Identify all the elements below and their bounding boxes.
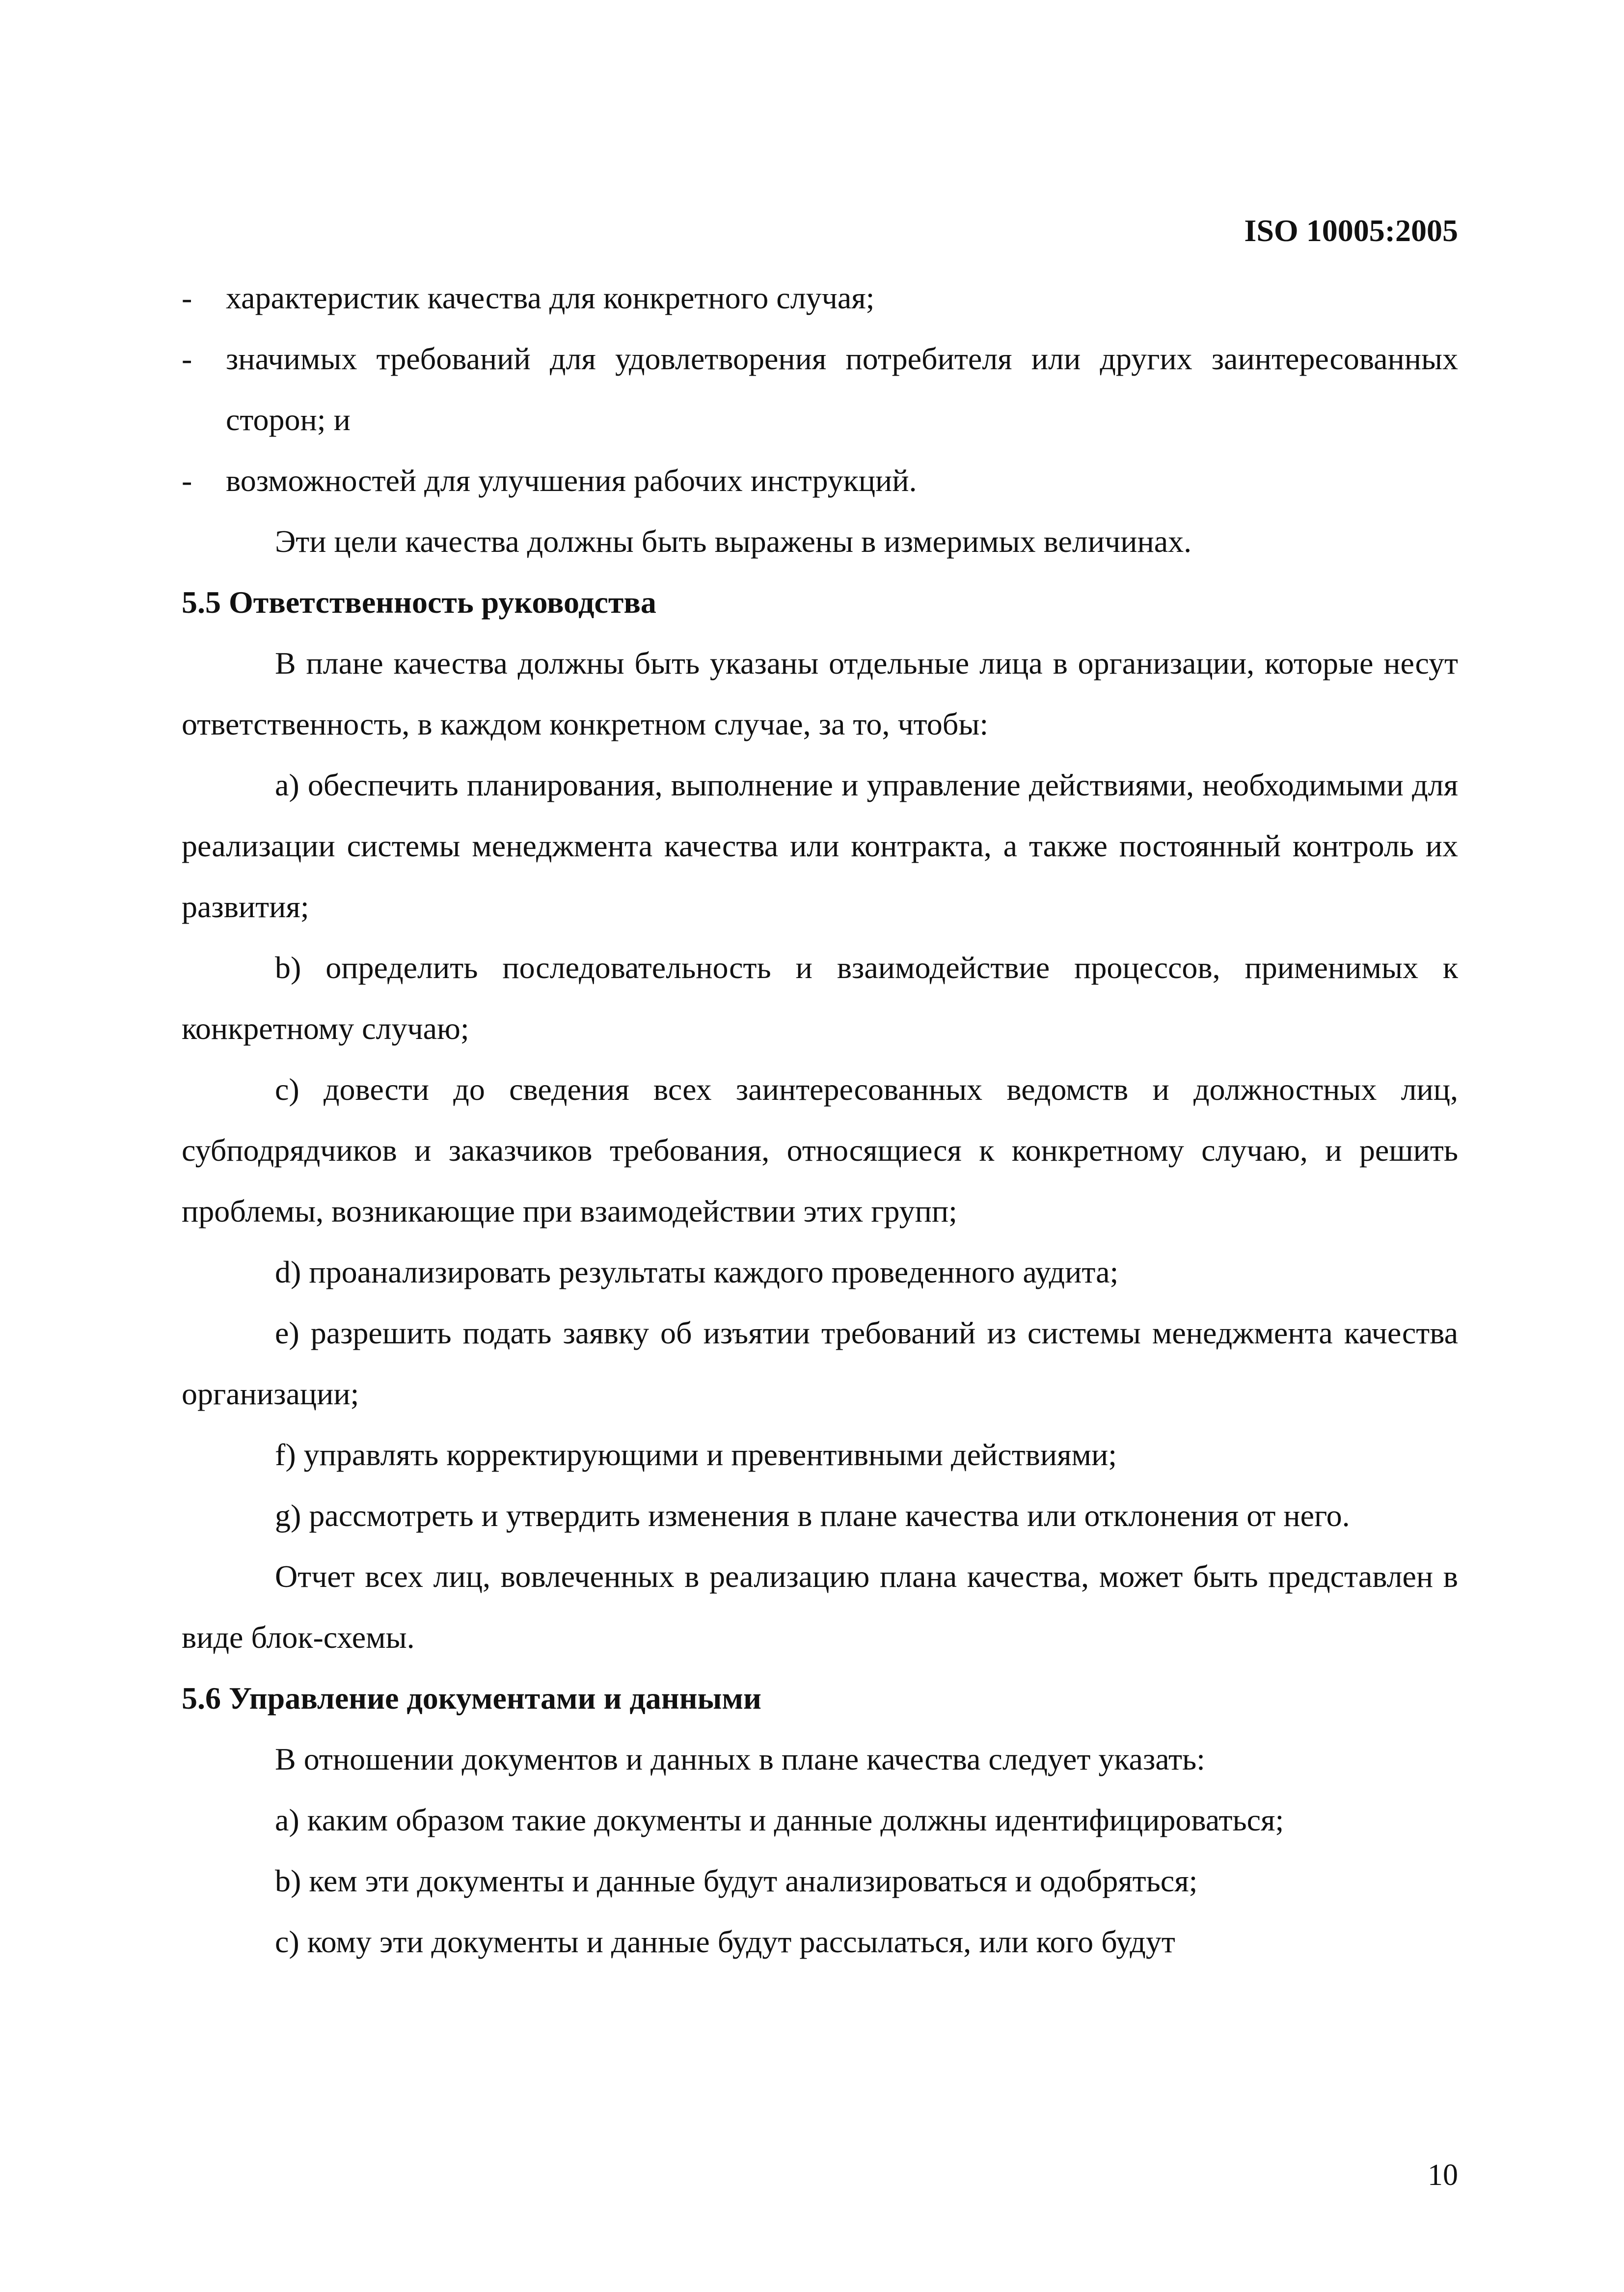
bullet-text: возможностей для улучшения рабочих инструкций. (226, 463, 917, 498)
document-page (182, 0, 1458, 2292)
list-item-a: a) обеспечить планирования, выполнение и управление действиями, необходимыми для реализации системы менеджмента качества или контракта, а также постоянный контроль их развития; (182, 767, 1458, 924)
list-item-g: g) рассмотреть и утвердить изменения в плане качества или отклонения от него. (275, 1498, 1350, 1533)
bullet-item (182, 268, 1458, 328)
bullet-text: характеристик качества для конкретного случая; (226, 280, 875, 315)
document-body (182, 268, 1458, 1972)
section-5-5-closing: Отчет всех лиц, вовлеченных в реализацию плана качества, может быть представлен в виде блок-схемы. (182, 1559, 1458, 1655)
list-item-a: a) каким образом такие документы и данные должны идентифицироваться; (275, 1802, 1284, 1837)
section-heading-5-5: 5.5 Ответственность руководства (182, 585, 656, 620)
page-number: 10 (1428, 2158, 1458, 2192)
bullet-item (182, 450, 1458, 511)
bullet-dash: - (182, 280, 192, 315)
bullet-text: значимых требований для удовлетворения потребителя или других заинтересованных сторон; и (226, 341, 1458, 437)
list-item-c: c) кому эти документы и данные будут рассылаться, или кого будут (275, 1924, 1175, 1959)
list-item-b: b) кем эти документы и данные будут анализироваться и одобряться; (275, 1863, 1198, 1898)
bullet-dash: - (182, 341, 192, 376)
list-item-e: e) разрешить подать заявку об изъятии требований из системы менеджмента качества организации; (182, 1315, 1458, 1411)
list-item-c: c) довести до сведения всех заинтересованных ведомств и должностных лиц, субподрядчиков и заказчиков требования, относящиеся к конкретному случаю, и решить проблемы, возникающие при взаимодействии этих групп; (182, 1072, 1458, 1228)
section-5-5-intro: В плане качества должны быть указаны отдельные лица в организации, которые несут ответственность, в каждом конкретном случае, за то, чтобы: (182, 646, 1458, 741)
bullet-item (182, 328, 1458, 450)
standard-header: ISO 10005:2005 (1244, 213, 1458, 248)
section-5-6-intro: В отношении документов и данных в плане качества следует указать: (275, 1742, 1205, 1776)
goals-paragraph: Эти цели качества должны быть выражены в измеримых величинах. (275, 524, 1192, 559)
list-item-b: b) определить последовательность и взаимодействие процессов, применимых к конкретному случаю; (182, 950, 1458, 1046)
list-item-f: f) управлять корректирующими и превентивными действиями; (275, 1437, 1117, 1472)
section-heading-5-6: 5.6 Управление документами и данными (182, 1681, 761, 1716)
bullet-dash: - (182, 463, 192, 498)
list-item-d: d) проанализировать результаты каждого проведенного аудита; (275, 1255, 1119, 1289)
